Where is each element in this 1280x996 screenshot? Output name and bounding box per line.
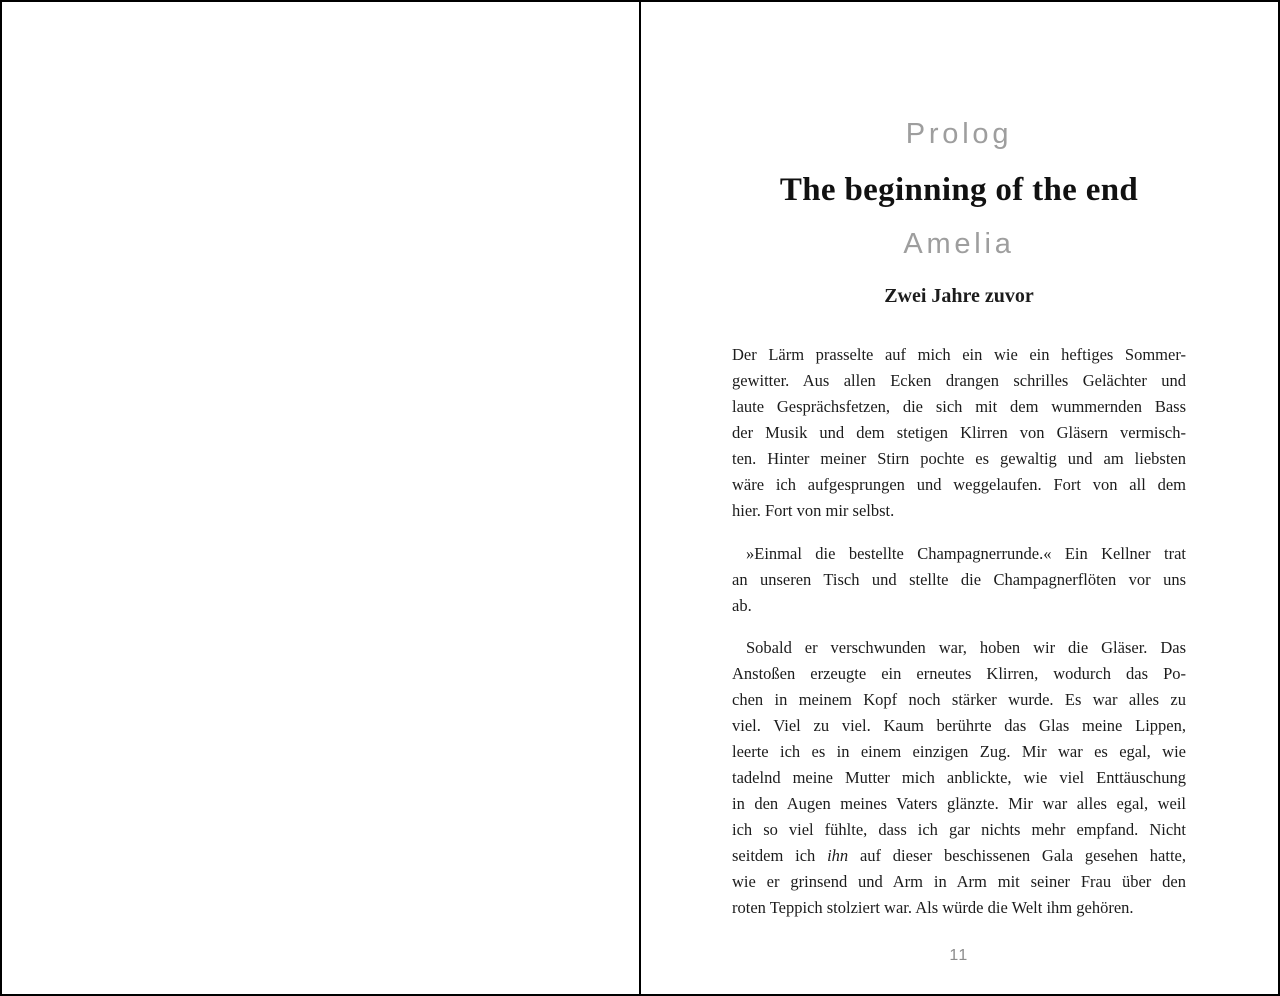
text-line: »Einmal die bestellte Champagnerrunde.« Ein Kellner trat bbox=[746, 543, 1186, 563]
text-line: Anstoßen erzeugte ein erneutes Klirren, wodurch das Po- bbox=[732, 664, 1186, 683]
pov-name: Amelia bbox=[903, 228, 1015, 260]
chapter-label: Prolog bbox=[905, 118, 1013, 150]
text-line: laute Gesprächsfetzen, die sich mit dem wummernden Bass bbox=[732, 397, 1186, 416]
left-page bbox=[2, 2, 639, 994]
text-segment: auf dieser beschissenen Gala gesehen hatte, bbox=[848, 846, 1186, 865]
text-line: Sobald er verschwunden war, hoben wir die Gläser. Das bbox=[746, 638, 1186, 657]
text-line: Der Lärm prasselte auf mich ein wie ein heftiges Sommer- bbox=[732, 345, 1186, 364]
text-segment: seitdem ich bbox=[732, 846, 828, 865]
dateline: Zwei Jahre zuvor bbox=[884, 285, 1034, 307]
text-line: chen in meinem Kopf noch stärker wurde. Es war alles zu bbox=[732, 690, 1186, 709]
text-line: in den Augen meines Vaters glänzte. Mir war alles egal, weil bbox=[732, 794, 1186, 813]
text-line: der Musik und dem stetigen Klirren von Gläsern vermisch- bbox=[732, 423, 1186, 442]
right-page bbox=[641, 2, 1278, 994]
text-line: roten Teppich stolziert war. Als würde die Welt ihm gehören. bbox=[732, 898, 1134, 917]
text-line: ten. Hinter meiner Stirn pochte es gewaltig und am liebsten bbox=[732, 449, 1186, 468]
text-line: gewitter. Aus allen Ecken drangen schrilles Gelächter und bbox=[732, 371, 1186, 390]
italic-word: ihn bbox=[827, 846, 849, 865]
text-line: tadelnd meine Mutter mich anblickte, wie viel Enttäuschung bbox=[732, 768, 1186, 787]
text-line: wäre ich aufgesprungen und weggelaufen. Fort von all dem bbox=[732, 475, 1186, 494]
text-line: ab. bbox=[732, 595, 752, 615]
text-line: an unseren Tisch und stellte die Champagnerflöten vor uns bbox=[732, 569, 1186, 589]
text-line: viel. Viel zu viel. Kaum berührte das Glas meine Lippen, bbox=[732, 716, 1186, 735]
text-line: leerte ich es in einem einzigen Zug. Mir war es egal, wie bbox=[732, 742, 1186, 761]
text-line: ich so viel fühlte, dass ich gar nichts mehr empfand. Nicht bbox=[732, 820, 1186, 839]
text-line: wie er grinsend und Arm in Arm mit seiner Frau über den bbox=[732, 872, 1186, 891]
chapter-title: The beginning of the end bbox=[779, 172, 1139, 208]
text-line: hier. Fort von mir selbst. bbox=[732, 501, 895, 520]
page-number: 11 bbox=[949, 947, 969, 964]
text-line-with-italic bbox=[732, 843, 1186, 869]
body-text bbox=[732, 342, 1186, 921]
